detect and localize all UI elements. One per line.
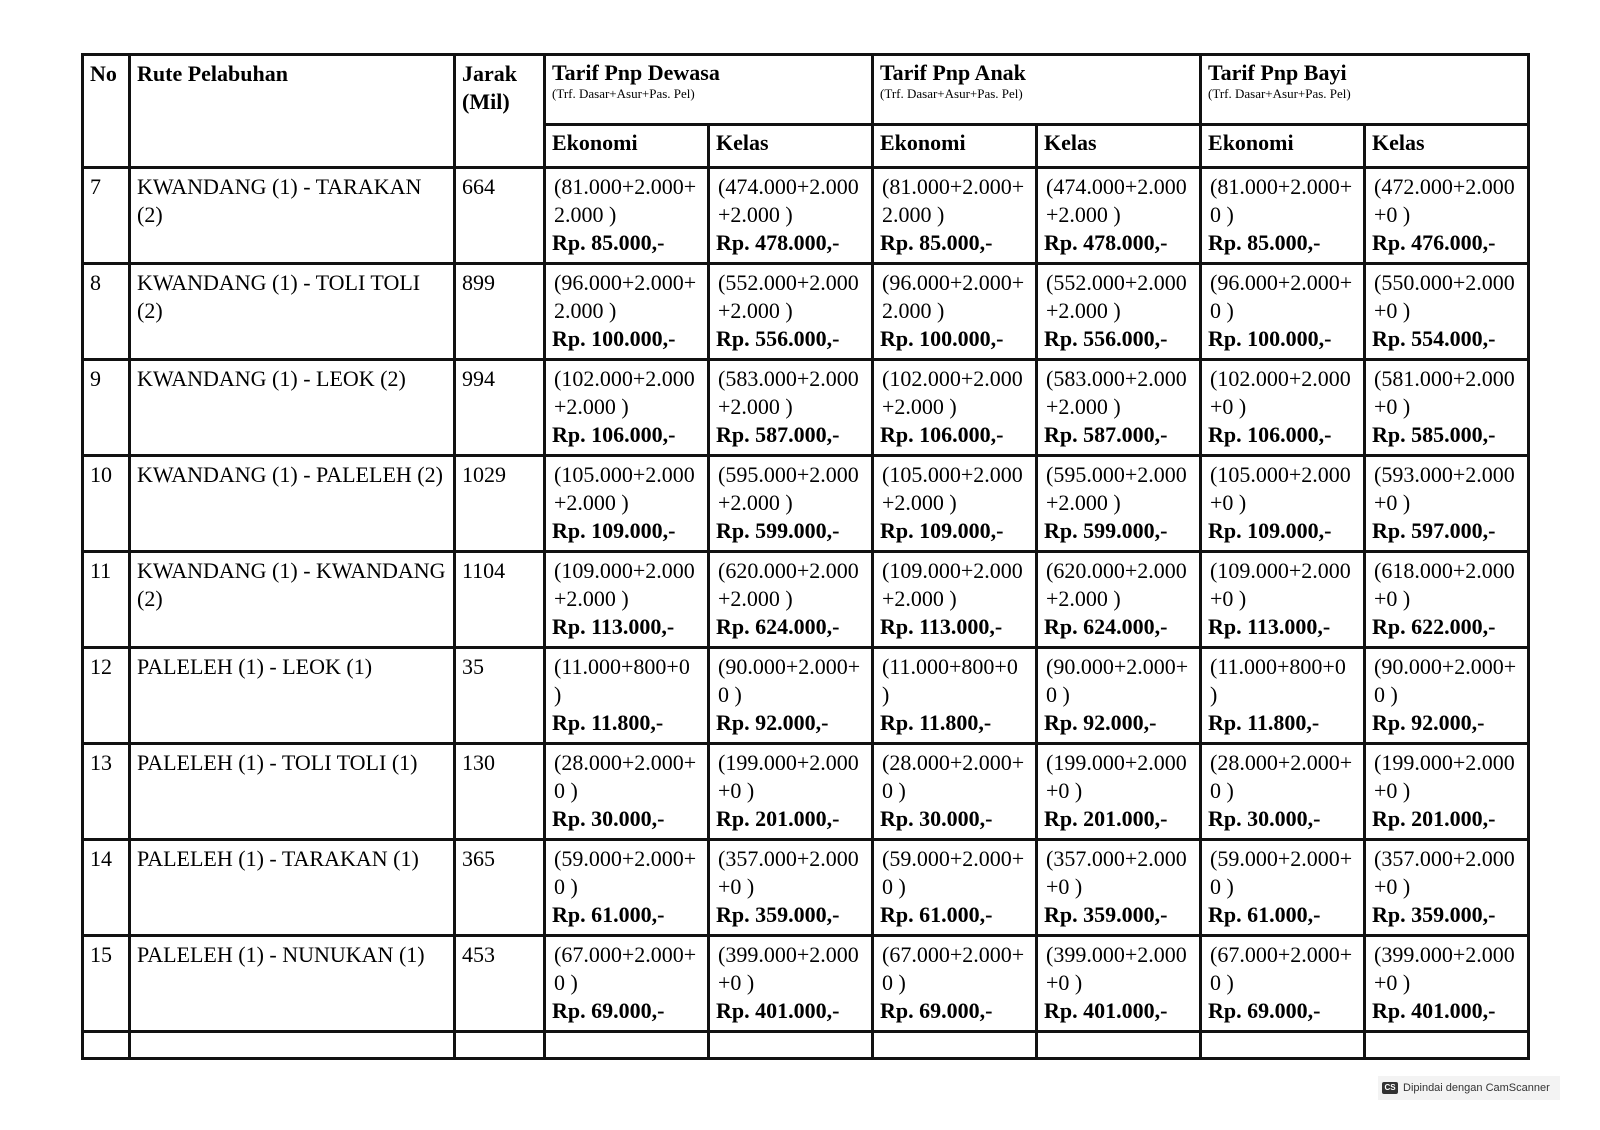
fare-cell — [1201, 456, 1365, 552]
fare-total: Rp. 85.000,- — [1208, 230, 1321, 255]
group-subtitle: (Trf. Dasar+Asur+Pas. Pel) — [880, 86, 1023, 101]
row-number: 8 — [83, 264, 130, 360]
fare-breakdown: (59.000+2.000+0 ) — [1210, 846, 1353, 899]
empty-cell — [1365, 1032, 1529, 1059]
fare-cell — [1201, 360, 1365, 456]
fare-breakdown: (474.000+2.000+2.000 ) — [1046, 174, 1187, 227]
fare-breakdown: (11.000+800+0 ) — [882, 654, 1018, 707]
route-distance: 994 — [455, 360, 545, 456]
fare-cell — [873, 168, 1037, 264]
table-row — [83, 168, 1529, 264]
route-name: KWANDANG (1) - KWANDANG (2) — [130, 552, 455, 648]
fare-cell — [545, 168, 709, 264]
fare-total: Rp. 85.000,- — [552, 230, 665, 255]
row-number: 15 — [83, 936, 130, 1032]
fare-breakdown: (581.000+2.000+0 ) — [1374, 366, 1515, 419]
fare-cell — [709, 648, 873, 744]
fare-cell — [1365, 552, 1529, 648]
fare-breakdown: (199.000+2.000+0 ) — [1046, 750, 1187, 803]
fare-cell — [1037, 552, 1201, 648]
fare-cell — [1365, 744, 1529, 840]
header-distance-label: Jarak — [462, 61, 517, 86]
fare-total: Rp. 359.000,- — [1044, 902, 1168, 927]
fare-breakdown: (81.000+2.000+0 ) — [1210, 174, 1353, 227]
fare-breakdown: (11.000+800+0 ) — [1210, 654, 1346, 707]
row-number: 10 — [83, 456, 130, 552]
fare-total: Rp. 587.000,- — [1044, 422, 1168, 447]
fare-total: Rp. 100.000,- — [880, 326, 1004, 351]
tariff-table — [81, 53, 1530, 1060]
fare-breakdown: (11.000+800+0 ) — [554, 654, 690, 707]
header-class-kelas: Kelas — [709, 125, 873, 168]
fare-cell — [873, 936, 1037, 1032]
empty-cell — [709, 1032, 873, 1059]
fare-breakdown: (399.000+2.000+0 ) — [718, 942, 859, 995]
fare-total: Rp. 201.000,- — [1372, 806, 1496, 831]
fare-breakdown: (552.000+2.000+2.000 ) — [1046, 270, 1187, 323]
fare-total: Rp. 69.000,- — [880, 998, 993, 1023]
group-subtitle: (Trf. Dasar+Asur+Pas. Pel) — [552, 86, 695, 101]
fare-breakdown: (620.000+2.000+2.000 ) — [1046, 558, 1187, 611]
fare-cell — [1201, 552, 1365, 648]
fare-cell — [545, 360, 709, 456]
fare-breakdown: (28.000+2.000+0 ) — [882, 750, 1025, 803]
fare-cell — [1201, 936, 1365, 1032]
fare-breakdown: (550.000+2.000+0 ) — [1374, 270, 1515, 323]
fare-cell — [545, 456, 709, 552]
row-number: 12 — [83, 648, 130, 744]
header-class-ekonomi: Ekonomi — [545, 125, 709, 168]
fare-cell — [873, 264, 1037, 360]
fare-breakdown: (552.000+2.000+2.000 ) — [718, 270, 859, 323]
fare-total: Rp. 30.000,- — [1208, 806, 1321, 831]
fare-cell — [1201, 264, 1365, 360]
fare-breakdown: (199.000+2.000+0 ) — [1374, 750, 1515, 803]
fare-total: Rp. 556.000,- — [1044, 326, 1168, 351]
fare-breakdown: (102.000+2.000+2.000 ) — [554, 366, 695, 419]
fare-breakdown: (90.000+2.000+0 ) — [1046, 654, 1189, 707]
empty-cell — [1201, 1032, 1365, 1059]
fare-breakdown: (620.000+2.000+2.000 ) — [718, 558, 859, 611]
fare-total: Rp. 478.000,- — [716, 230, 840, 255]
fare-total: Rp. 599.000,- — [716, 518, 840, 543]
fare-total: Rp. 556.000,- — [716, 326, 840, 351]
empty-cell — [83, 1032, 130, 1059]
header-group-dewasa — [545, 55, 873, 125]
table-body — [83, 168, 1529, 1059]
fare-breakdown: (90.000+2.000+0 ) — [718, 654, 861, 707]
fare-cell — [873, 456, 1037, 552]
fare-cell — [873, 648, 1037, 744]
fare-breakdown: (109.000+2.000+2.000 ) — [554, 558, 695, 611]
fare-cell — [709, 552, 873, 648]
fare-cell — [1037, 648, 1201, 744]
fare-cell — [873, 360, 1037, 456]
fare-breakdown: (474.000+2.000+2.000 ) — [718, 174, 859, 227]
group-subtitle: (Trf. Dasar+Asur+Pas. Pel) — [1208, 86, 1351, 101]
fare-total: Rp. 599.000,- — [1044, 518, 1168, 543]
fare-breakdown: (105.000+2.000+2.000 ) — [882, 462, 1023, 515]
route-name: PALELEH (1) - TOLI TOLI (1) — [130, 744, 455, 840]
fare-cell — [1201, 744, 1365, 840]
fare-cell — [709, 168, 873, 264]
header-row — [83, 55, 1529, 125]
fare-cell — [1365, 168, 1529, 264]
fare-total: Rp. 201.000,- — [716, 806, 840, 831]
header-no: No — [83, 55, 130, 168]
fare-cell — [709, 264, 873, 360]
fare-total: Rp. 109.000,- — [880, 518, 1004, 543]
fare-total: Rp. 401.000,- — [716, 998, 840, 1023]
fare-breakdown: (357.000+2.000+0 ) — [718, 846, 859, 899]
fare-total: Rp. 69.000,- — [552, 998, 665, 1023]
fare-breakdown: (583.000+2.000+2.000 ) — [1046, 366, 1187, 419]
fare-breakdown: (109.000+2.000+2.000 ) — [882, 558, 1023, 611]
fare-total: Rp. 92.000,- — [716, 710, 829, 735]
fare-cell — [709, 840, 873, 936]
fare-cell — [1365, 264, 1529, 360]
fare-cell — [545, 648, 709, 744]
route-name: KWANDANG (1) - TOLI TOLI (2) — [130, 264, 455, 360]
fare-total: Rp. 113.000,- — [552, 614, 675, 639]
fare-total: Rp. 597.000,- — [1372, 518, 1496, 543]
fare-cell — [545, 744, 709, 840]
fare-total: Rp. 622.000,- — [1372, 614, 1496, 639]
route-distance: 1104 — [455, 552, 545, 648]
fare-total: Rp. 85.000,- — [880, 230, 993, 255]
scanner-watermark — [1378, 1076, 1560, 1100]
header-distance-unit: (Mil) — [462, 89, 510, 114]
fare-breakdown: (472.000+2.000+0 ) — [1374, 174, 1515, 227]
fare-total: Rp. 624.000,- — [716, 614, 840, 639]
fare-total: Rp. 109.000,- — [1208, 518, 1332, 543]
fare-breakdown: (96.000+2.000+2.000 ) — [882, 270, 1025, 323]
fare-total: Rp. 106.000,- — [880, 422, 1004, 447]
row-number: 11 — [83, 552, 130, 648]
fare-cell — [1037, 744, 1201, 840]
fare-breakdown: (357.000+2.000+0 ) — [1046, 846, 1187, 899]
fare-cell — [1365, 456, 1529, 552]
header-class-kelas: Kelas — [1365, 125, 1529, 168]
fare-cell — [709, 456, 873, 552]
fare-breakdown: (67.000+2.000+0 ) — [1210, 942, 1353, 995]
fare-breakdown: (109.000+2.000+0 ) — [1210, 558, 1351, 611]
header-route: Rute Pelabuhan — [130, 55, 455, 168]
fare-breakdown: (90.000+2.000+0 ) — [1374, 654, 1517, 707]
fare-total: Rp. 100.000,- — [552, 326, 676, 351]
fare-total: Rp. 587.000,- — [716, 422, 840, 447]
fare-total: Rp. 92.000,- — [1372, 710, 1485, 735]
fare-breakdown: (28.000+2.000+0 ) — [554, 750, 697, 803]
fare-total: Rp. 61.000,- — [1208, 902, 1321, 927]
fare-breakdown: (59.000+2.000+0 ) — [554, 846, 697, 899]
table-row — [83, 264, 1529, 360]
fare-breakdown: (81.000+2.000+2.000 ) — [882, 174, 1025, 227]
fare-total: Rp. 401.000,- — [1372, 998, 1496, 1023]
row-number: 13 — [83, 744, 130, 840]
fare-breakdown: (199.000+2.000+0 ) — [718, 750, 859, 803]
route-name: KWANDANG (1) - PALELEH (2) — [130, 456, 455, 552]
fare-total: Rp. 113.000,- — [880, 614, 1003, 639]
fare-cell — [1037, 840, 1201, 936]
table-row — [83, 360, 1529, 456]
table-row-cutoff — [83, 1032, 1529, 1059]
fare-cell — [545, 264, 709, 360]
fare-total: Rp. 201.000,- — [1044, 806, 1168, 831]
fare-total: Rp. 113.000,- — [1208, 614, 1331, 639]
row-number: 7 — [83, 168, 130, 264]
empty-cell — [130, 1032, 455, 1059]
fare-cell — [1037, 168, 1201, 264]
fare-cell — [545, 936, 709, 1032]
fare-breakdown: (96.000+2.000+2.000 ) — [554, 270, 697, 323]
fare-total: Rp. 109.000,- — [552, 518, 676, 543]
header-class-ekonomi: Ekonomi — [873, 125, 1037, 168]
fare-cell — [545, 840, 709, 936]
fare-breakdown: (595.000+2.000+2.000 ) — [718, 462, 859, 515]
fare-total: Rp. 401.000,- — [1044, 998, 1168, 1023]
fare-cell — [545, 552, 709, 648]
header-group-bayi — [1201, 55, 1529, 125]
fare-breakdown: (105.000+2.000+2.000 ) — [554, 462, 695, 515]
route-distance: 664 — [455, 168, 545, 264]
header-class-ekonomi: Ekonomi — [1201, 125, 1365, 168]
fare-cell — [1365, 840, 1529, 936]
fare-total: Rp. 359.000,- — [1372, 902, 1496, 927]
fare-breakdown: (67.000+2.000+0 ) — [554, 942, 697, 995]
table-row — [83, 936, 1529, 1032]
fare-cell — [1201, 168, 1365, 264]
fare-cell — [873, 744, 1037, 840]
fare-breakdown: (81.000+2.000+2.000 ) — [554, 174, 697, 227]
route-name: PALELEH (1) - NUNUKAN (1) — [130, 936, 455, 1032]
empty-cell — [455, 1032, 545, 1059]
table-row — [83, 744, 1529, 840]
fare-total: Rp. 11.800,- — [552, 710, 664, 735]
fare-total: Rp. 478.000,- — [1044, 230, 1168, 255]
fare-total: Rp. 624.000,- — [1044, 614, 1168, 639]
fare-total: Rp. 11.800,- — [1208, 710, 1320, 735]
empty-cell — [545, 1032, 709, 1059]
fare-total: Rp. 61.000,- — [880, 902, 993, 927]
row-number: 9 — [83, 360, 130, 456]
fare-breakdown: (583.000+2.000+2.000 ) — [718, 366, 859, 419]
header-class-kelas: Kelas — [1037, 125, 1201, 168]
fare-breakdown: (399.000+2.000+0 ) — [1374, 942, 1515, 995]
fare-cell — [1365, 936, 1529, 1032]
route-name: PALELEH (1) - LEOK (1) — [130, 648, 455, 744]
fare-cell — [709, 744, 873, 840]
fare-cell — [1365, 648, 1529, 744]
table-row — [83, 840, 1529, 936]
fare-total: Rp. 476.000,- — [1372, 230, 1496, 255]
fare-breakdown: (102.000+2.000+2.000 ) — [882, 366, 1023, 419]
fare-breakdown: (67.000+2.000+0 ) — [882, 942, 1025, 995]
table-row — [83, 648, 1529, 744]
fare-breakdown: (357.000+2.000+0 ) — [1374, 846, 1515, 899]
table-row — [83, 552, 1529, 648]
fare-cell — [1037, 360, 1201, 456]
fare-total: Rp. 30.000,- — [880, 806, 993, 831]
route-name: KWANDANG (1) - TARAKAN (2) — [130, 168, 455, 264]
route-name: KWANDANG (1) - LEOK (2) — [130, 360, 455, 456]
fare-cell — [873, 552, 1037, 648]
route-distance: 1029 — [455, 456, 545, 552]
route-distance: 365 — [455, 840, 545, 936]
fare-cell — [873, 840, 1037, 936]
camscanner-icon: CS — [1382, 1082, 1398, 1094]
fare-breakdown: (399.000+2.000+0 ) — [1046, 942, 1187, 995]
route-distance: 35 — [455, 648, 545, 744]
fare-cell — [709, 936, 873, 1032]
fare-breakdown: (28.000+2.000+0 ) — [1210, 750, 1353, 803]
header-group-anak — [873, 55, 1201, 125]
fare-cell — [1037, 456, 1201, 552]
fare-total: Rp. 61.000,- — [552, 902, 665, 927]
row-number: 14 — [83, 840, 130, 936]
fare-total: Rp. 359.000,- — [716, 902, 840, 927]
route-distance: 899 — [455, 264, 545, 360]
table-row — [83, 456, 1529, 552]
fare-breakdown: (105.000+2.000+0 ) — [1210, 462, 1351, 515]
fare-cell — [1201, 840, 1365, 936]
fare-breakdown: (102.000+2.000+0 ) — [1210, 366, 1351, 419]
scanner-label: Dipindai dengan CamScanner — [1403, 1082, 1550, 1094]
fare-total: Rp. 585.000,- — [1372, 422, 1496, 447]
fare-total: Rp. 69.000,- — [1208, 998, 1321, 1023]
fare-breakdown: (595.000+2.000+2.000 ) — [1046, 462, 1187, 515]
group-title: Tarif Pnp Dewasa — [552, 60, 720, 85]
fare-total: Rp. 106.000,- — [552, 422, 676, 447]
header-distance — [455, 55, 545, 168]
route-distance: 130 — [455, 744, 545, 840]
group-title: Tarif Pnp Bayi — [1208, 60, 1347, 85]
fare-total: Rp. 30.000,- — [552, 806, 665, 831]
fare-breakdown: (618.000+2.000+0 ) — [1374, 558, 1515, 611]
fare-total: Rp. 92.000,- — [1044, 710, 1157, 735]
empty-cell — [873, 1032, 1037, 1059]
route-distance: 453 — [455, 936, 545, 1032]
route-name: PALELEH (1) - TARAKAN (1) — [130, 840, 455, 936]
fare-cell — [1365, 360, 1529, 456]
fare-cell — [1037, 936, 1201, 1032]
fare-total: Rp. 106.000,- — [1208, 422, 1332, 447]
fare-cell — [1201, 648, 1365, 744]
fare-cell — [1037, 264, 1201, 360]
fare-breakdown: (96.000+2.000+0 ) — [1210, 270, 1353, 323]
fare-total: Rp. 11.800,- — [880, 710, 992, 735]
fare-breakdown: (59.000+2.000+0 ) — [882, 846, 1025, 899]
fare-total: Rp. 100.000,- — [1208, 326, 1332, 351]
fare-breakdown: (593.000+2.000+0 ) — [1374, 462, 1515, 515]
empty-cell — [1037, 1032, 1201, 1059]
fare-total: Rp. 554.000,- — [1372, 326, 1496, 351]
group-title: Tarif Pnp Anak — [880, 60, 1026, 85]
fare-cell — [709, 360, 873, 456]
